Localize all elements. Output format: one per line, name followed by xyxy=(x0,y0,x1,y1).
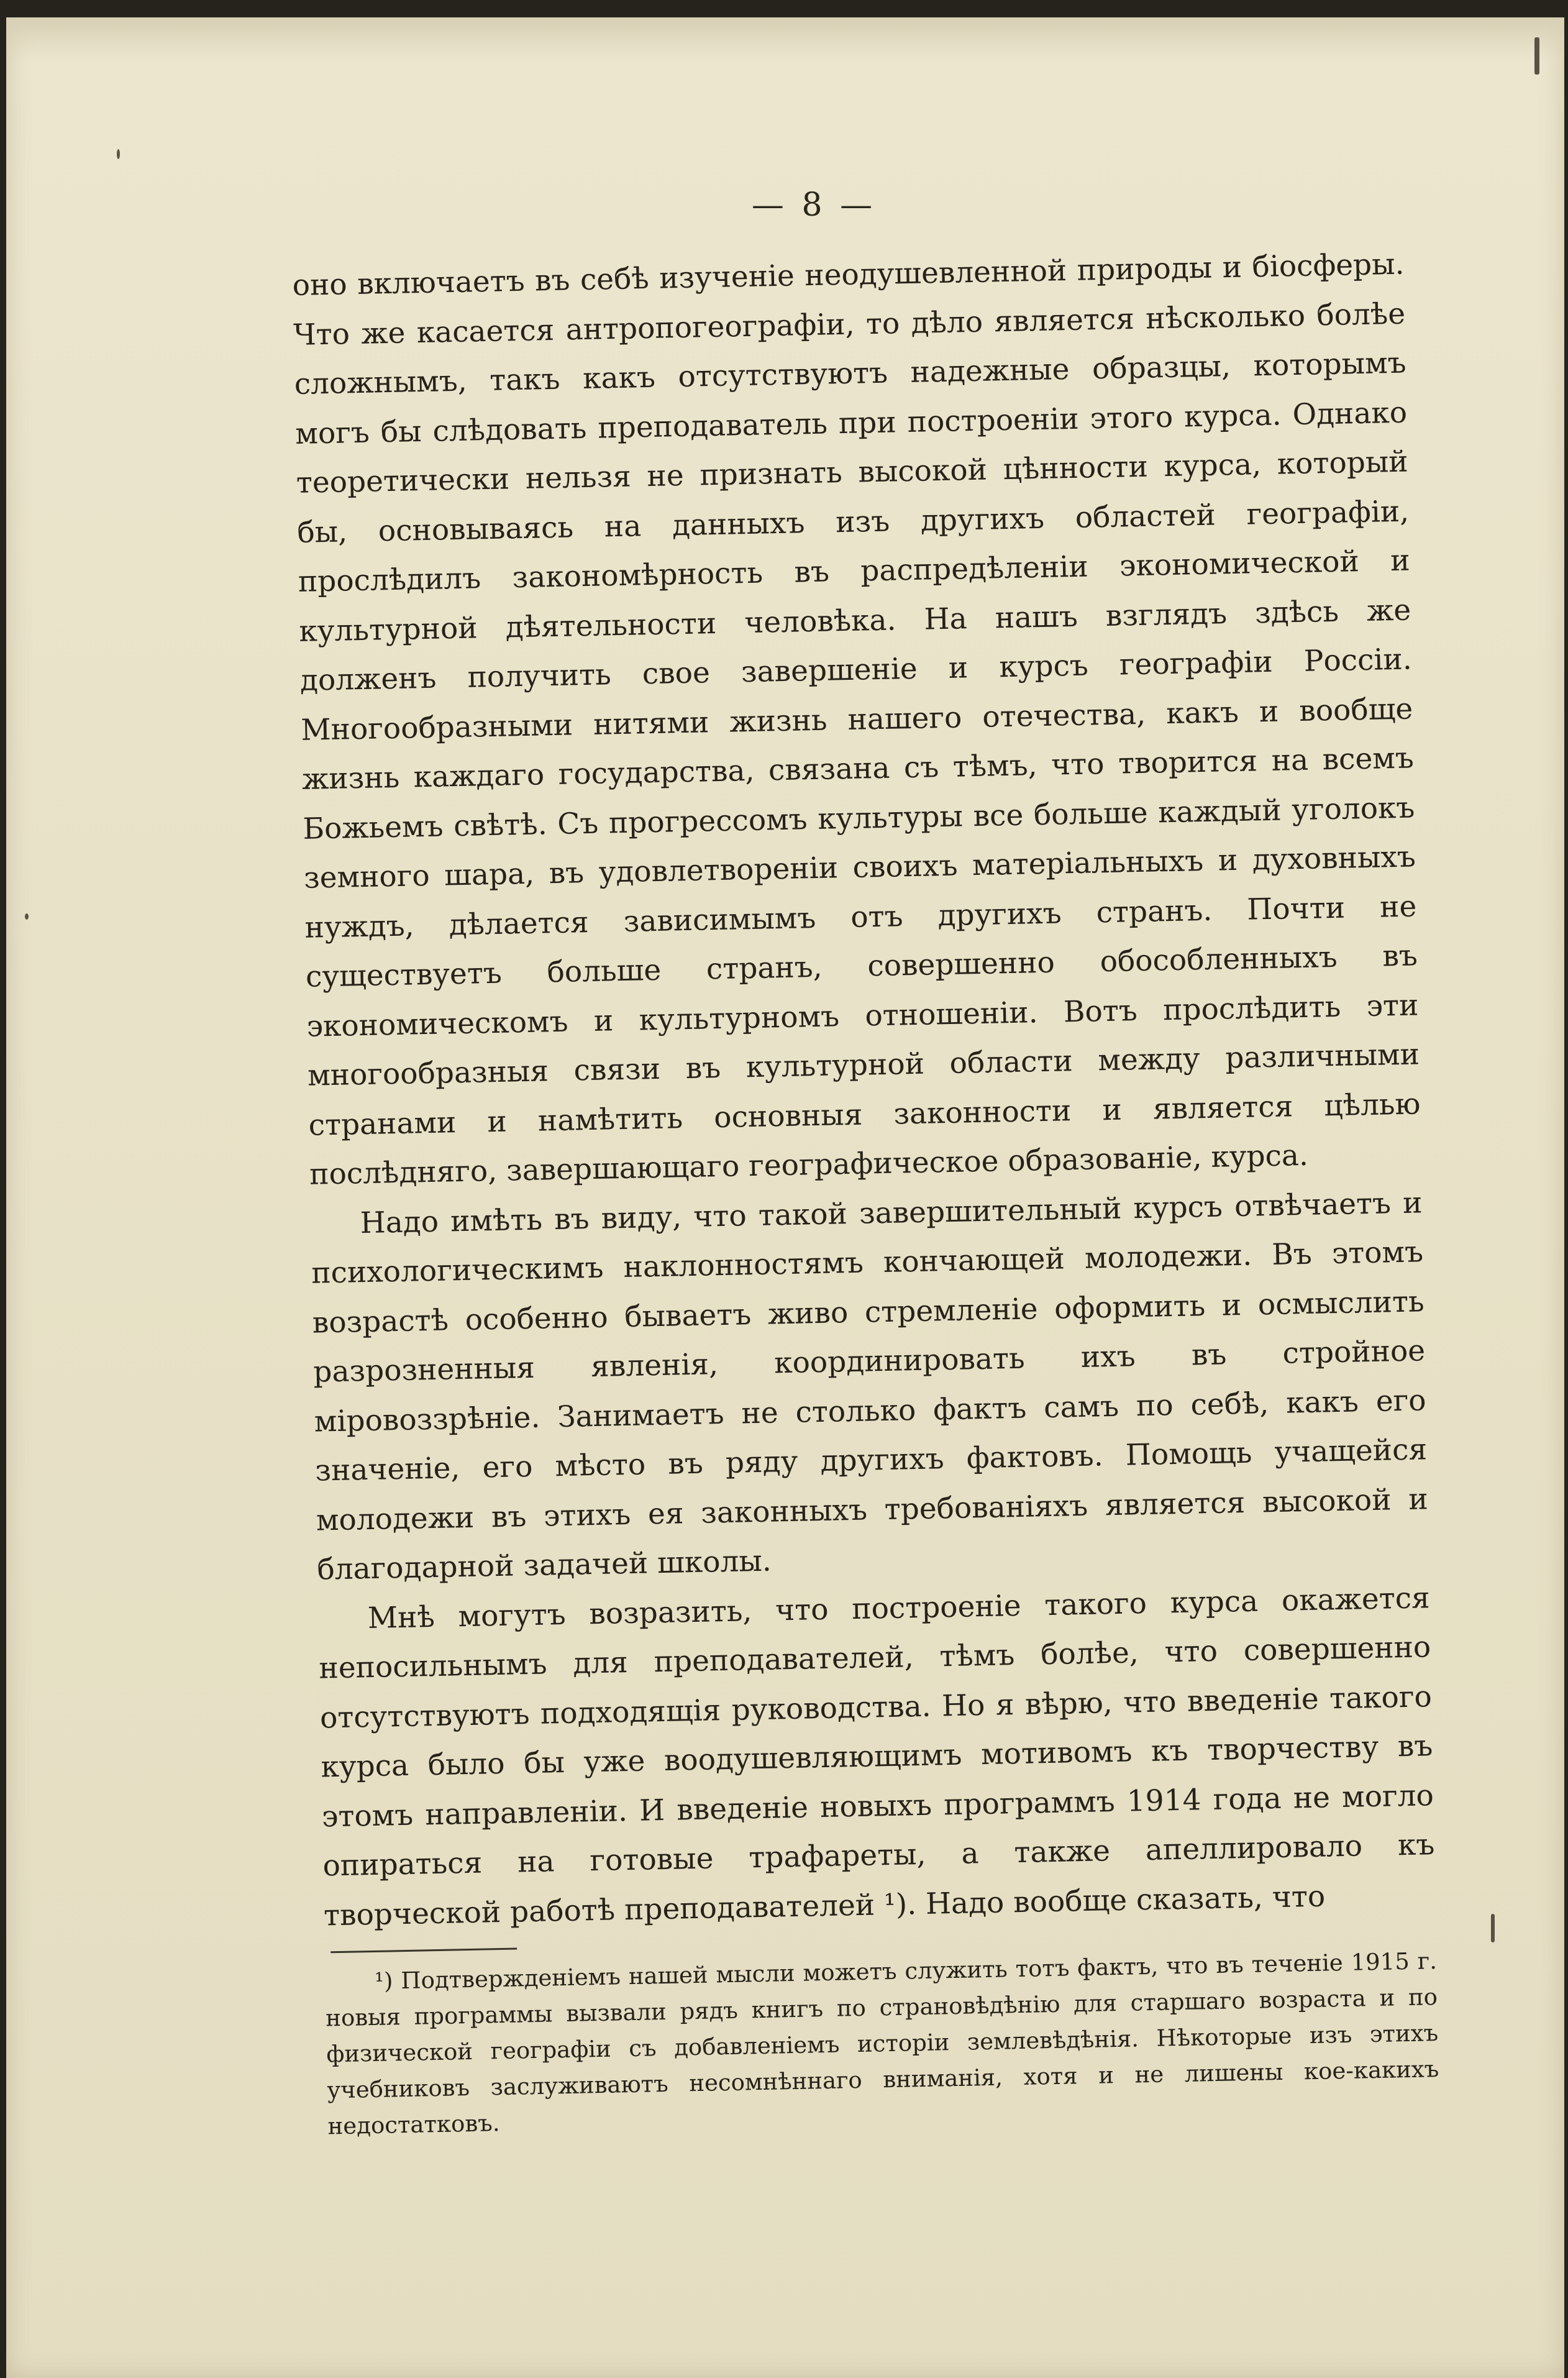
paper-speck xyxy=(1534,37,1539,75)
paper-speck xyxy=(117,149,120,159)
main-text xyxy=(292,240,1436,1941)
page-number: — 8 — xyxy=(751,186,877,224)
footnote-divider xyxy=(330,1948,517,1954)
paragraph-3: Мнѣ могутъ возразить, что построеніе такого курса окажется непосильнымъ для преподавателей, тѣмъ болѣе, что совершенно отсутствуютъ подходящія руководства. Но я вѣрю, что введеніе такого курса было бы уже воодушевляющимъ мотивомъ къ творчеству въ этомъ направленіи. И введеніе новыхъ программъ 1914 года не могло опираться на готовые трафареты, а также апеллировало къ творческой работѣ преподавателей ¹). Надо вообще сказать, что xyxy=(318,1580,1435,1933)
footnotes xyxy=(325,1943,1440,2144)
paper-speck xyxy=(25,913,29,920)
text-block xyxy=(292,240,1440,2145)
paragraph-1: оно включаетъ въ себѣ изученіе неодушевленной природы и біосферы. Что же касается антропогеографіи, то дѣло является нѣсколько болѣе сложнымъ, такъ какъ отсутствуютъ надежные образцы, которымъ могъ бы слѣдовать преподаватель при построеніи этого курса. Однако теоретически нельзя не признать высокой цѣнности курса, который бы, основываясь на данныхъ изъ другихъ областей географіи, прослѣдилъ закономѣрность въ распредѣленіи экономической и культурной дѣятельности человѣка. На нашъ взглядъ здѣсь же долженъ получить свое завершеніе и курсъ географіи Россіи. Многообразными нитями жизнь нашего отечества, какъ и вообще жизнь каждаго государства, связана съ тѣмъ, что творится на всемъ Божьемъ свѣтѣ. Съ прогрессомъ культуры все больше каждый уголокъ земного шара, въ удовлетвореніи своихъ матеріальныхъ и духовныхъ нуждъ, дѣлается зависимымъ отъ другихъ странъ. Почти не существуетъ больше странъ, совершенно обособленныхъ въ экономическомъ и культурномъ отношеніи. Вотъ прослѣдить эти многообразныя связи въ культурной области между различными странами и намѣтить основныя законности и является цѣлью послѣдняго, завершающаго географическое образованіе, курса. xyxy=(292,247,1421,1192)
footnote-1: ¹) Подтвержденіемъ нашей мысли можетъ служить тотъ фактъ, что въ теченіе 1915 г. новыя программы вызвали рядъ книгъ по страновѣдѣнію для старшаго возраста и по физической географіи съ добавленіемъ исторіи землевѣдѣнія. Нѣкоторые изъ этихъ учебниковъ заслуживаютъ несомнѣннаго вниманія, хотя и не лишены кое-какихъ недостатковъ. xyxy=(325,1947,1439,2140)
paragraph-2: Надо имѣть въ виду, что такой завершительный курсъ отвѣчаетъ и психологическимъ наклонностямъ кончающей молодежи. Въ этомъ возрастѣ особенно бываетъ живо стремленіе оформить и осмыслить разрозненныя явленія, координировать ихъ въ стройное міровоззрѣніе. Занимаетъ не столько фактъ самъ по себѣ, какъ его значеніе, его мѣсто въ ряду другихъ фактовъ. Помощь учащейся молодежи въ этихъ ея законныхъ требованіяхъ является высокой и благодарной задачей школы. xyxy=(311,1185,1429,1587)
paper-speck xyxy=(1491,1914,1495,1942)
page-top-edge xyxy=(6,17,1564,61)
